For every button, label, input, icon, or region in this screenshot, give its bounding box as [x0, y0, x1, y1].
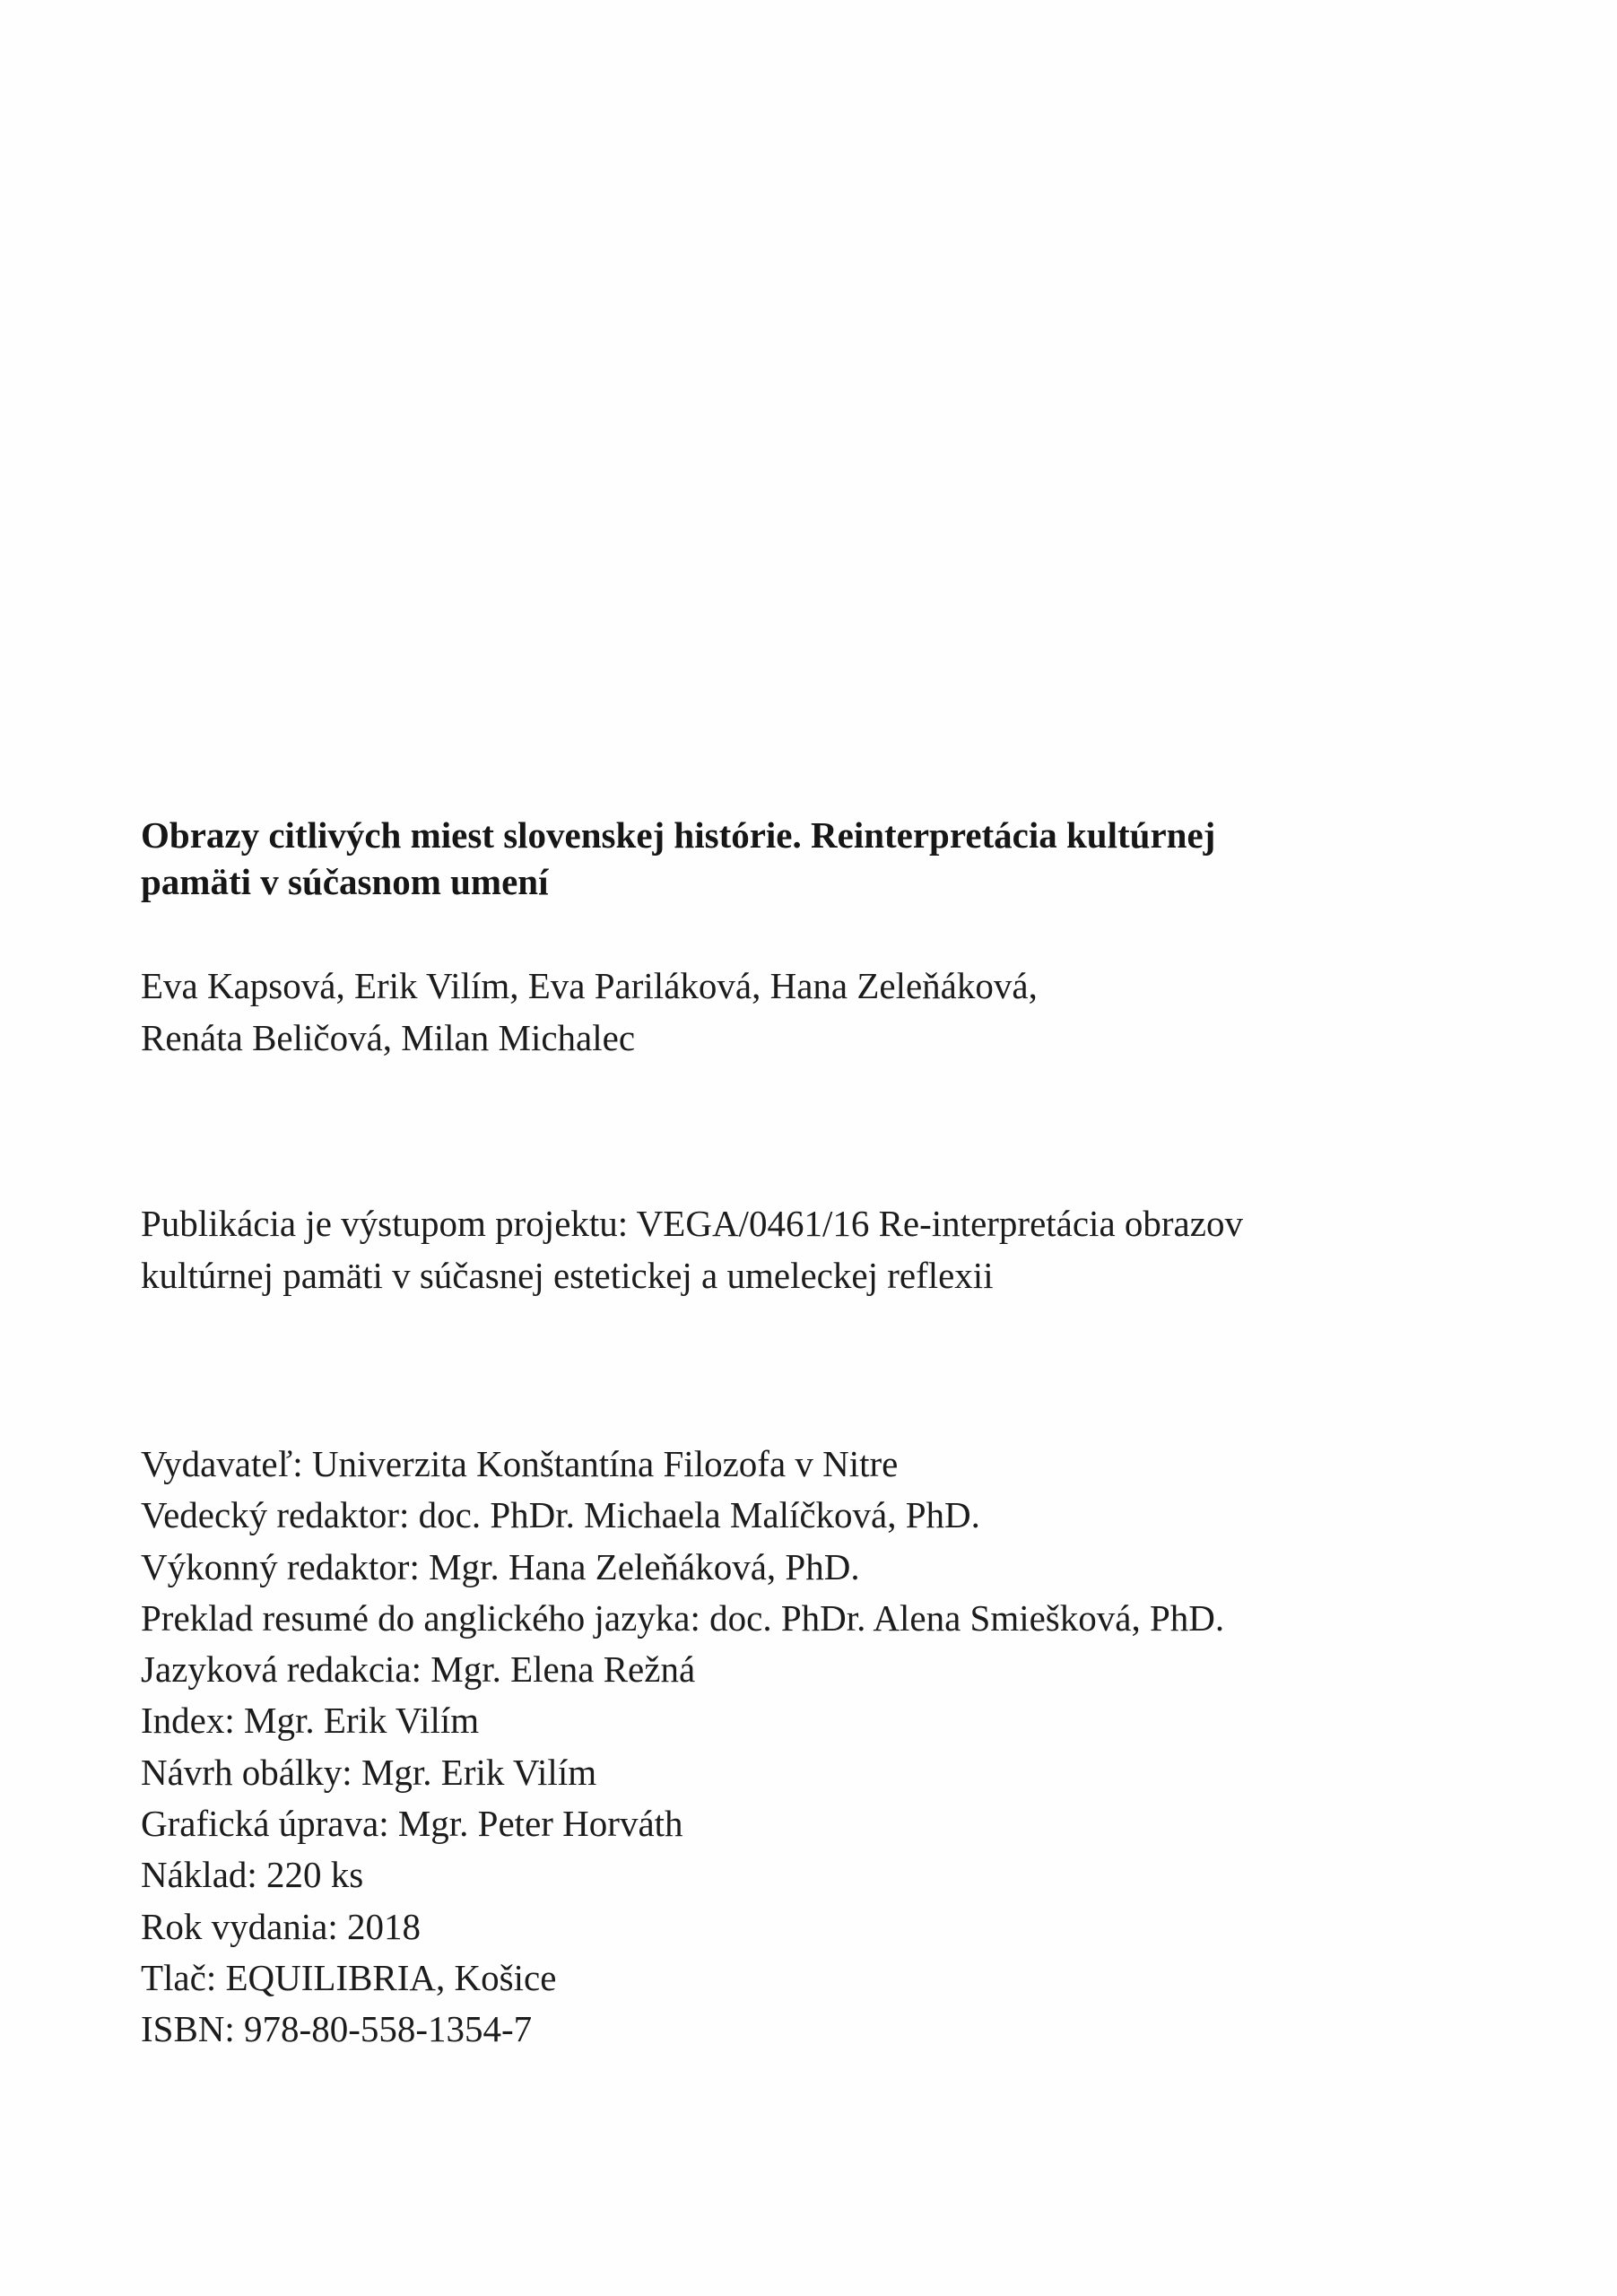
- colophon-scientific-editor: Vedecký redaktor: doc. PhDr. Michaela Malíčková, PhD.: [141, 1494, 980, 1536]
- project-note: [141, 1197, 1576, 1301]
- colophon-graphic-design: Grafická úprava: Mgr. Peter Horváth: [141, 1803, 683, 1845]
- colophon-isbn: ISBN: 978-80-558-1354-7: [141, 2008, 533, 2050]
- colophon-translation: Preklad resumé do anglického jazyka: doc. PhDr. Alena Smiešková, PhD.: [141, 1596, 1225, 1639]
- authors: [141, 960, 1540, 1064]
- book-title: [141, 812, 1540, 905]
- project-line: Publikácia je výstupom projektu: VEGA/0461/16 Re-interpretácia obrazov: [141, 1203, 1243, 1244]
- project-line: kultúrnej pamäti v súčasnej estetickej a umeleckej reflexii: [141, 1255, 994, 1296]
- colophon-cover-design: Návrh obálky: Mgr. Erik Vilím: [141, 1751, 597, 1793]
- title-heading: [141, 812, 1540, 905]
- authors-line: Renáta Beličová, Milan Michalec: [141, 1017, 636, 1058]
- colophon-print-run: Náklad: 220 ks: [141, 1854, 364, 1896]
- title-line: Obrazy citlivých miest slovenskej histórie. Reinterpretácia kultúrnej: [141, 814, 1216, 856]
- colophon-list: [141, 1439, 1594, 2056]
- colophon-printer: Tlač: EQUILIBRIA, Košice: [141, 1956, 557, 1998]
- colophon-executive-editor: Výkonný redaktor: Mgr. Hana Zeleňáková, PhD.: [141, 1545, 860, 1587]
- title-line: pamäti v súčasnom umení: [141, 861, 549, 902]
- colophon-publisher: Vydavateľ: Univerzita Konštantína Filozofa v Nitre: [141, 1443, 899, 1484]
- authors-line: Eva Kapsová, Erik Vilím, Eva Pariláková, Hana Zeleňáková,: [141, 965, 1038, 1006]
- colophon-year: Rok vydania: 2018: [141, 1905, 422, 1947]
- colophon-index: Index: Mgr. Erik Vilím: [141, 1700, 480, 1742]
- colophon-language-editing: Jazyková redakcia: Mgr. Elena Režná: [141, 1648, 696, 1691]
